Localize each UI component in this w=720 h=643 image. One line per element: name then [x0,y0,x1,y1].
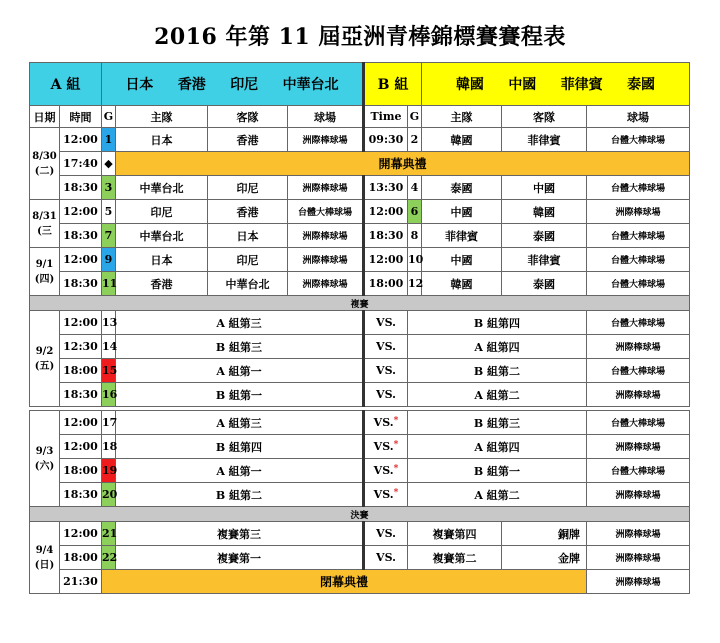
game-number: 18 [102,435,116,459]
header-date: 日期 [30,106,60,128]
venue: 洲際棒球場 [587,435,690,459]
home-team-b: 中國 [422,248,502,272]
away-team: B 組第二 [408,359,587,383]
time-cell: 12:00 [60,128,102,152]
date-cell: 8/31 (三 [30,200,60,248]
vs-label: VS. [364,335,408,359]
time-cell-b: 09:30 [364,128,408,152]
venue-b: 台體大棒球場 [587,176,690,200]
away-team: B 組第四 [408,311,587,335]
table-row [30,224,690,248]
time-cell: 12:00 [60,311,102,335]
time-cell-b: 13:30 [364,176,408,200]
vs-label [364,483,408,507]
venue: 洲際棒球場 [288,224,364,248]
game-number: 9 [102,248,116,272]
table-row [30,522,690,546]
away-team: A 組第二 [408,483,587,507]
vs-label: VS. [364,359,408,383]
header-away: 客隊 [208,106,288,128]
away-team-b: 菲律賓 [502,248,587,272]
second-round-label: 複賽 [30,296,690,311]
header-away-b: 客隊 [502,106,587,128]
vs-label: VS. [364,546,408,570]
home-team: B 組第四 [116,435,364,459]
away-team: B 組第三 [408,411,587,435]
time-cell: 18:00 [60,459,102,483]
column-header-row [30,106,690,128]
home-team: 中華台北 [116,224,208,248]
game-number: 22 [102,546,116,570]
time-cell: 18:30 [60,483,102,507]
game-number-b: 10 [408,248,422,272]
home-team: A 組第三 [116,411,364,435]
team-a4: 中華台北 [282,77,339,93]
team-b1: 韓國 [455,77,484,93]
home-team: B 組第一 [116,383,364,407]
time-cell: 12:30 [60,335,102,359]
away-team: A 組第二 [408,383,587,407]
game-number: 3 [102,176,116,200]
vs-text: VS. [373,416,394,429]
home-team: 中華台北 [116,176,208,200]
vs-label: VS. [364,522,408,546]
time-cell: 12:00 [60,200,102,224]
venue: 洲際棒球場 [587,483,690,507]
time-cell: 17:40 [60,152,102,176]
home-team: A 組第一 [116,359,364,383]
time-cell-b: 12:00 [364,200,408,224]
vs-label: VS. [364,311,408,335]
time-cell: 18:00 [60,359,102,383]
venue-b: 洲際棒球場 [587,200,690,224]
game-number: 15 [102,359,116,383]
time-cell: 12:00 [60,435,102,459]
home-team-b: 韓國 [422,128,502,152]
table-row [30,176,690,200]
date-cell: 8/30 (二) [30,128,60,200]
away-team-b: 韓國 [502,200,587,224]
asterisk-mark: * [393,464,399,474]
venue: 洲際棒球場 [288,248,364,272]
game-number: 7 [102,224,116,248]
team-b2: 中國 [508,77,537,93]
home-team: A 組第一 [116,459,364,483]
table-row [30,383,690,407]
vs-label [364,435,408,459]
away-team-b: 泰國 [502,224,587,248]
away-team: 香港 [208,200,288,224]
away-team-b: 菲律賓 [502,128,587,152]
table-row [30,411,690,435]
time-cell: 18:00 [60,546,102,570]
game-number: 14 [102,335,116,359]
home-team: 印尼 [116,200,208,224]
game-number-b: 2 [408,128,422,152]
header-time: 時間 [60,106,102,128]
home-team: B 組第三 [116,335,364,359]
venue-b: 台體大棒球場 [587,248,690,272]
team-b3: 菲律賓 [560,77,603,93]
team-a1: 日本 [125,77,154,93]
away-team: 複賽第二 [408,546,502,570]
vs-text: VS. [373,464,394,477]
away-team-b: 中國 [502,176,587,200]
venue: 洲際棒球場 [587,522,690,546]
game-number: 13 [102,311,116,335]
asterisk-mark: * [393,488,399,498]
home-team-b: 菲律賓 [422,224,502,248]
table-row [30,272,690,296]
group-a-label: A 組 [30,63,102,106]
team-a2: 香港 [177,77,206,93]
venue-b: 台體大棒球場 [587,128,690,152]
date-cell: 9/2 (五) [30,311,60,407]
home-team: 日本 [116,128,208,152]
header-g-b: G [408,106,422,128]
time-cell: 12:00 [60,248,102,272]
time-cell: 18:30 [60,176,102,200]
time-cell: 12:00 [60,522,102,546]
game-number: 5 [102,200,116,224]
date-cell: 9/3 (六) [30,411,60,507]
vs-text: VS. [373,488,394,501]
medal-label: 金牌 [502,546,587,570]
venue: 洲際棒球場 [587,383,690,407]
venue-b: 台體大棒球場 [587,224,690,248]
venue: 洲際棒球場 [288,272,364,296]
date-cell: 9/4 (日) [30,522,60,594]
venue: 洲際棒球場 [587,570,690,594]
table-row [30,152,690,176]
finals-label: 決賽 [30,507,690,522]
section-row [30,296,690,311]
game-number: 16 [102,383,116,407]
asterisk-mark: * [393,416,399,426]
time-cell: 18:30 [60,272,102,296]
table-row [30,128,690,152]
venue: 台體大棒球場 [288,200,364,224]
home-team: 複賽第三 [116,522,364,546]
venue: 洲際棒球場 [288,176,364,200]
away-team: 中華台北 [208,272,288,296]
team-b4: 泰國 [627,77,656,93]
time-cell: 18:30 [60,383,102,407]
closing-ceremony: 閉幕典禮 [102,570,587,594]
vs-label: VS. [364,383,408,407]
venue: 洲際棒球場 [587,335,690,359]
away-team-b: 泰國 [502,272,587,296]
header-g: G [102,106,116,128]
table-row [30,546,690,570]
home-team-b: 中國 [422,200,502,224]
vs-text: VS. [373,440,394,453]
away-team: 香港 [208,128,288,152]
home-team-b: 韓國 [422,272,502,296]
game-number-b: 4 [408,176,422,200]
game-number: 11 [102,272,116,296]
time-cell: 21:30 [60,570,102,594]
home-team: A 組第三 [116,311,364,335]
venue: 台體大棒球場 [587,359,690,383]
away-team: 複賽第四 [408,522,502,546]
home-team: 香港 [116,272,208,296]
game-number-b: 8 [408,224,422,248]
table-row [30,248,690,272]
game-number-b: 12 [408,272,422,296]
away-team: 日本 [208,224,288,248]
away-team: A 組第四 [408,435,587,459]
venue: 洲際棒球場 [587,546,690,570]
header-home-b: 主隊 [422,106,502,128]
venue: 台體大棒球場 [587,459,690,483]
away-team: 印尼 [208,176,288,200]
venue: 洲際棒球場 [288,128,364,152]
group-b-label: B 組 [364,63,422,106]
page-title: 2016 年第 11 屆亞洲青棒錦標賽賽程表 [154,24,566,50]
home-team: 日本 [116,248,208,272]
asterisk-mark: * [393,440,399,450]
home-team-b: 泰國 [422,176,502,200]
group-b-teams [422,63,690,106]
header-home: 主隊 [116,106,208,128]
table-row [30,459,690,483]
table-row [30,311,690,335]
game-number: 17 [102,411,116,435]
venue: 台體大棒球場 [587,311,690,335]
away-team: A 組第四 [408,335,587,359]
header-time-b: Time [364,106,408,128]
table-row [30,435,690,459]
table-row [30,483,690,507]
opening-ceremony: 開幕典禮 [116,152,690,176]
time-cell-b: 18:30 [364,224,408,248]
time-cell-b: 12:00 [364,248,408,272]
table-row [30,359,690,383]
schedule-table [29,62,690,594]
header-venue: 球場 [288,106,364,128]
team-a3: 印尼 [230,77,259,93]
group-a-teams [102,63,364,106]
time-cell: 18:30 [60,224,102,248]
home-team: 複賽第一 [116,546,364,570]
table-row [30,200,690,224]
game-number: 19 [102,459,116,483]
game-number-b: 6 [408,200,422,224]
table-row [30,570,690,594]
away-team: 印尼 [208,248,288,272]
venue-b: 台體大棒球場 [587,272,690,296]
home-team: B 組第二 [116,483,364,507]
venue: 台體大棒球場 [587,411,690,435]
game-number: 20 [102,483,116,507]
game-number: 21 [102,522,116,546]
game-number: 1 [102,128,116,152]
vs-label [364,459,408,483]
away-team: B 組第一 [408,459,587,483]
table-row [30,335,690,359]
vs-label [364,411,408,435]
header-venue-b: 球場 [587,106,690,128]
group-header-row [30,63,690,106]
medal-label: 銅牌 [502,522,587,546]
time-cell: 12:00 [60,411,102,435]
diamond-icon: ◆ [102,152,116,176]
date-cell: 9/1 (四) [30,248,60,296]
time-cell-b: 18:00 [364,272,408,296]
section-row [30,507,690,522]
